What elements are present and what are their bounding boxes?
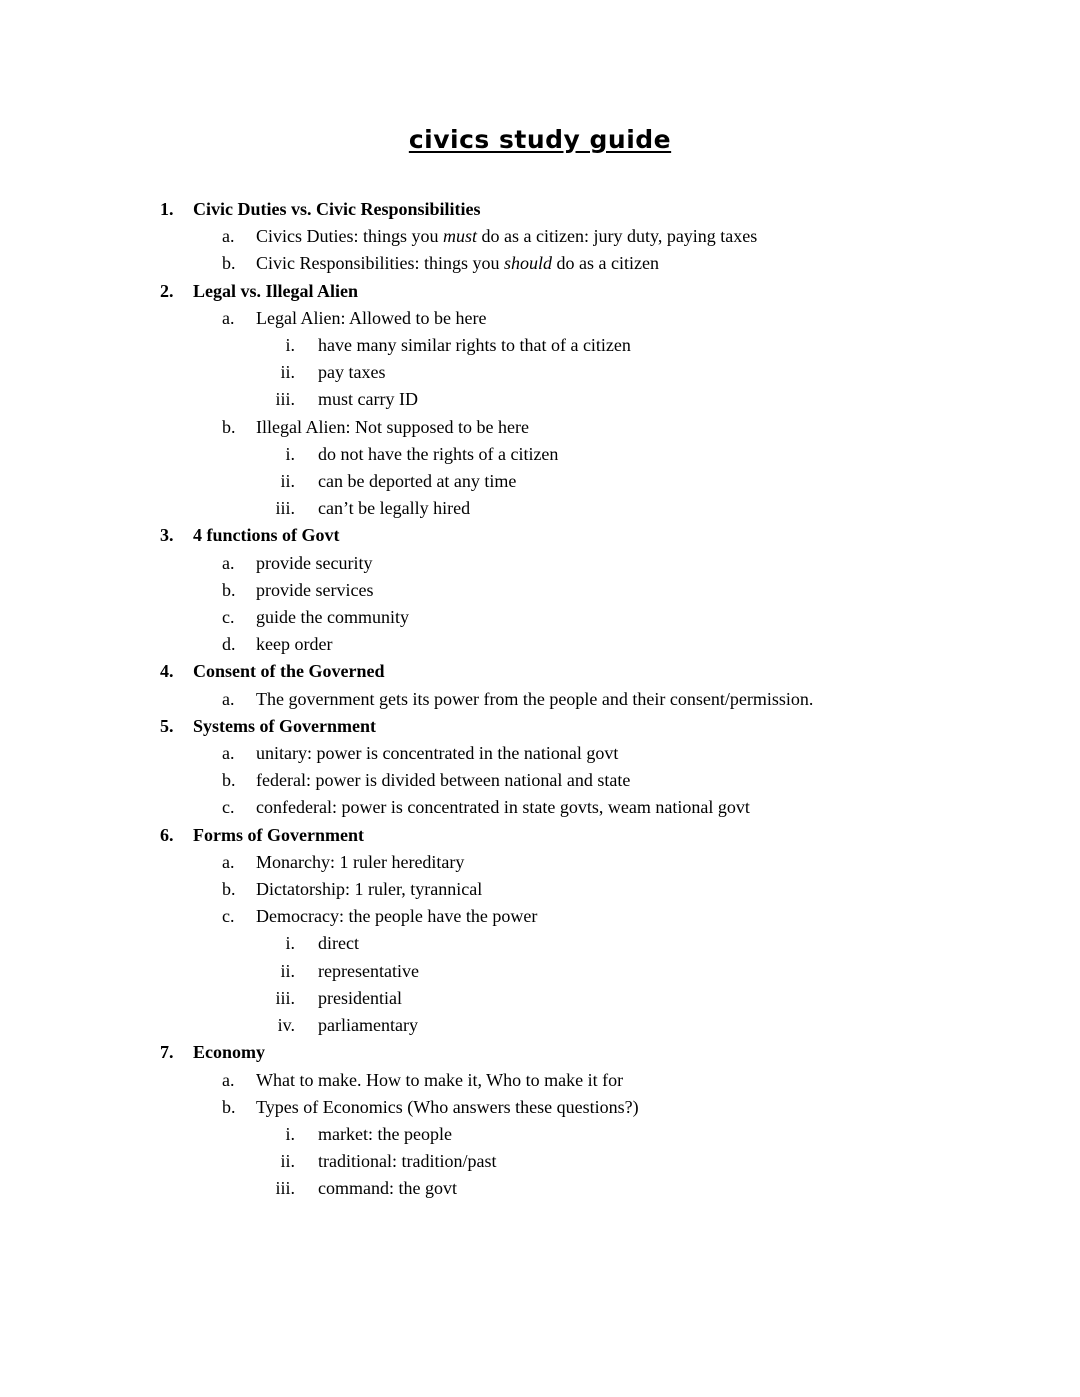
item-marker: iii. (275, 389, 295, 410)
item-marker: ii. (280, 960, 295, 981)
item-marker: a. (222, 688, 235, 709)
outline-item (222, 604, 920, 631)
item-text: The government gets its power from the people and their consent/permission. (256, 688, 814, 709)
item-marker: 1. (160, 199, 174, 219)
item-marker: i. (285, 1123, 295, 1144)
item-text: Dictatorship: 1 ruler, tyrannical (256, 879, 483, 900)
item-marker: 6. (160, 824, 174, 845)
item-text: have many similar rights to that of a citizen (318, 335, 631, 356)
item-text: traditional: tradition/past (318, 1151, 497, 1172)
item-marker: a. (222, 226, 235, 247)
outline-item (222, 223, 920, 250)
item-text: Civic Duties vs. Civic Responsibilities (193, 199, 481, 219)
outline-item (260, 386, 920, 413)
item-marker: b. (222, 579, 236, 600)
outline-item (222, 1094, 920, 1121)
outline-item (260, 930, 920, 957)
outline-item (260, 441, 920, 468)
item-text: Illegal Alien: Not supposed to be here (256, 416, 529, 437)
outline-item (222, 414, 920, 441)
item-text: What to make. How to make it, Who to make it for (256, 1069, 624, 1090)
item-marker: a. (222, 743, 235, 764)
outline-item (160, 522, 920, 549)
item-text: can be deported at any time (318, 471, 517, 492)
outline (160, 196, 920, 1203)
item-text: Civics Duties: things you must do as a citizen: jury duty, paying taxes (256, 226, 758, 247)
outline-item (260, 1175, 920, 1202)
outline-item (260, 1121, 920, 1148)
item-marker: b. (222, 416, 236, 437)
item-text: Economy (193, 1042, 265, 1063)
item-text: market: the people (318, 1123, 452, 1144)
item-text: command: the govt (318, 1178, 457, 1199)
outline-item (222, 550, 920, 577)
item-text: Types of Economics (Who answers these questions?) (256, 1096, 639, 1117)
outline-item (260, 1148, 920, 1175)
outline-item (260, 332, 920, 359)
outline-item (222, 577, 920, 604)
outline-item (222, 903, 920, 930)
item-text: representative (318, 960, 419, 981)
outline-item (160, 658, 920, 685)
item-text: presidential (318, 987, 402, 1008)
outline-item (222, 876, 920, 903)
item-marker: ii. (280, 362, 295, 383)
outline-item (222, 849, 920, 876)
outline-item (222, 305, 920, 332)
outline-item (260, 468, 920, 495)
item-marker: 3. (160, 525, 174, 546)
outline-item (222, 767, 920, 794)
outline-item (160, 713, 920, 740)
outline-item (222, 1067, 920, 1094)
item-text: provide services (256, 579, 374, 600)
item-marker: a. (222, 1069, 235, 1090)
item-marker: b. (222, 770, 236, 791)
item-text: do not have the rights of a citizen (318, 443, 559, 464)
item-marker: b. (222, 253, 236, 274)
item-text: provide security (256, 552, 373, 573)
item-marker: iii. (275, 1178, 295, 1199)
item-text: 4 functions of Govt (193, 525, 340, 546)
item-marker: iv. (277, 1015, 295, 1036)
outline-item (160, 196, 920, 223)
outline-item (222, 740, 920, 767)
outline-item (160, 1039, 920, 1066)
item-text: Democracy: the people have the power (256, 906, 538, 927)
page-title: civics study guide (408, 125, 672, 154)
item-marker: c. (222, 906, 235, 927)
item-marker: i. (285, 443, 295, 464)
item-text: confederal: power is concentrated in state govts, weam national govt (256, 797, 750, 818)
item-text: Systems of Government (193, 715, 376, 736)
item-text: Forms of Government (193, 824, 364, 845)
item-text: Civic Responsibilities: things you should do as a citizen (256, 253, 659, 274)
outline-item (222, 631, 920, 658)
outline-item (160, 822, 920, 849)
outline-item (260, 985, 920, 1012)
item-marker: 4. (160, 661, 174, 682)
item-marker: ii. (280, 1151, 295, 1172)
item-text: Legal vs. Illegal Alien (193, 280, 359, 301)
item-text: Consent of the Governed (193, 661, 385, 682)
item-text: Legal Alien: Allowed to be here (256, 307, 487, 328)
item-text: must carry ID (318, 389, 418, 410)
item-text: parliamentary (318, 1015, 418, 1036)
item-marker: iii. (275, 987, 295, 1008)
item-marker: 2. (160, 280, 174, 301)
item-text: keep order (256, 634, 333, 655)
outline-item (260, 1012, 920, 1039)
item-text: pay taxes (318, 362, 386, 383)
outline-item (222, 250, 920, 277)
outline-item (260, 495, 920, 522)
item-marker: a. (222, 851, 235, 872)
item-text: Monarchy: 1 ruler hereditary (256, 851, 465, 872)
item-marker: i. (285, 335, 295, 356)
item-marker: a. (222, 307, 235, 328)
item-marker: i. (285, 933, 295, 954)
item-text: can’t be legally hired (318, 498, 471, 519)
item-marker: b. (222, 1096, 236, 1117)
item-marker: a. (222, 552, 235, 573)
outline-item (260, 958, 920, 985)
item-text: direct (318, 933, 359, 954)
outline-item (222, 794, 920, 821)
item-marker: c. (222, 797, 235, 818)
outline-item (160, 278, 920, 305)
item-text: guide the community (256, 607, 409, 628)
outline-item (222, 686, 920, 713)
item-text: unitary: power is concentrated in the national govt (256, 743, 619, 764)
item-marker: 7. (160, 1042, 174, 1063)
outline-item (260, 359, 920, 386)
item-marker: ii. (280, 471, 295, 492)
item-marker: c. (222, 607, 235, 628)
item-marker: d. (222, 634, 236, 655)
item-text: federal: power is divided between national and state (256, 770, 631, 791)
item-marker: 5. (160, 715, 174, 736)
item-marker: iii. (275, 498, 295, 519)
item-marker: b. (222, 879, 236, 900)
